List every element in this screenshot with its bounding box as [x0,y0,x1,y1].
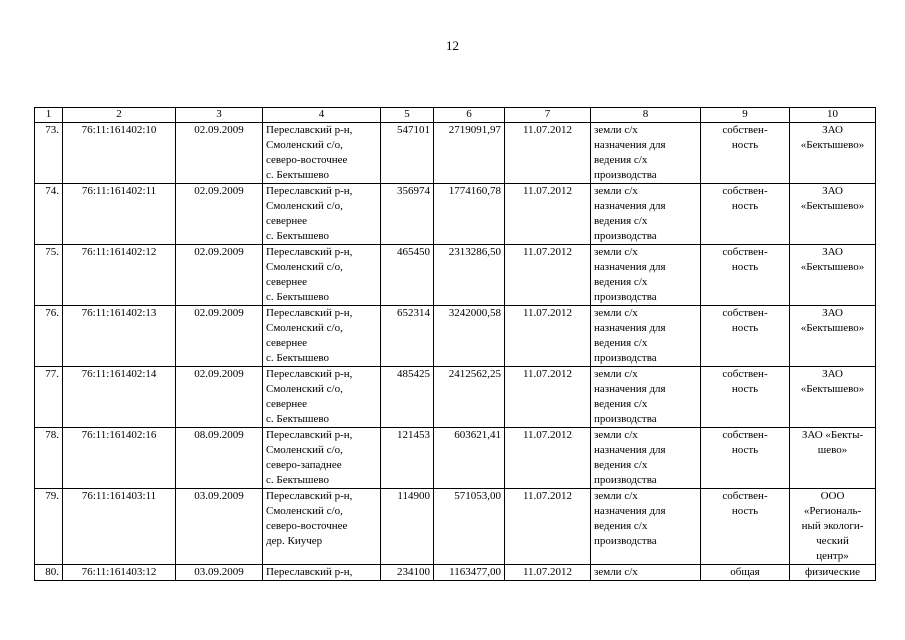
row-number-cell: 76. [35,306,63,367]
area-cell: 234100 [381,565,434,581]
location-cell: Переславский р-н, [263,565,381,581]
ownership-type-cell: собствен- ность [701,245,790,306]
header-row [35,108,876,123]
area-cell: 114900 [381,489,434,565]
registration-date-cell: 02.09.2009 [176,367,263,428]
cadastral-number-cell: 76:11:161403:11 [63,489,176,565]
cadastral-value-cell: 571053,00 [434,489,505,565]
cadastral-number-cell: 76:11:161402:12 [63,245,176,306]
area-cell: 121453 [381,428,434,489]
cadastral-value-cell: 2313286,50 [434,245,505,306]
land-category-cell: земли с/х назначения для ведения с/х производства [591,184,701,245]
area-cell: 547101 [381,123,434,184]
table-row [35,489,876,565]
table-row [35,428,876,489]
ownership-type-cell: собствен- ность [701,428,790,489]
registration-date-cell: 02.09.2009 [176,245,263,306]
registration-date-cell: 02.09.2009 [176,184,263,245]
ownership-type-cell: собствен- ность [701,306,790,367]
cadastral-number-cell: 76:11:161402:11 [63,184,176,245]
land-registry-table [34,107,876,581]
valuation-date-cell: 11.07.2012 [505,565,591,581]
area-cell: 652314 [381,306,434,367]
area-cell: 485425 [381,367,434,428]
land-category-cell: земли с/х назначения для ведения с/х производства [591,367,701,428]
cadastral-value-cell: 603621,41 [434,428,505,489]
valuation-date-cell: 11.07.2012 [505,184,591,245]
cadastral-number-cell: 76:11:161402:16 [63,428,176,489]
area-cell: 465450 [381,245,434,306]
owner-cell: ЗАО «Бектышево» [790,184,876,245]
owner-cell: физические [790,565,876,581]
cadastral-value-cell: 2719091,97 [434,123,505,184]
header-cell: 3 [176,108,263,123]
table-row [35,245,876,306]
header-cell: 7 [505,108,591,123]
registration-date-cell: 03.09.2009 [176,489,263,565]
cadastral-value-cell: 3242000,58 [434,306,505,367]
land-category-cell: земли с/х [591,565,701,581]
header-cell: 9 [701,108,790,123]
land-category-cell: земли с/х назначения для ведения с/х производства [591,428,701,489]
table-row [35,123,876,184]
header-cell: 10 [790,108,876,123]
cadastral-value-cell: 2412562,25 [434,367,505,428]
page-number: 12 [446,38,459,53]
valuation-date-cell: 11.07.2012 [505,123,591,184]
header-cell: 5 [381,108,434,123]
row-number-cell: 77. [35,367,63,428]
owner-cell: ЗАО «Бектышево» [790,306,876,367]
cadastral-value-cell: 1774160,78 [434,184,505,245]
ownership-type-cell: собствен- ность [701,489,790,565]
valuation-date-cell: 11.07.2012 [505,428,591,489]
cadastral-number-cell: 76:11:161402:10 [63,123,176,184]
header-cell: 4 [263,108,381,123]
location-cell: Переславский р-н, Смоленский с/о, севернее с. Бектышево [263,245,381,306]
table-row [35,367,876,428]
land-category-cell: земли с/х назначения для ведения с/х производства [591,489,701,565]
ownership-type-cell: собствен- ность [701,367,790,428]
location-cell: Переславский р-н, Смоленский с/о, северо-восточнее дер. Киучер [263,489,381,565]
location-cell: Переславский р-н, Смоленский с/о, северо-западнее с. Бектышево [263,428,381,489]
valuation-date-cell: 11.07.2012 [505,245,591,306]
land-category-cell: земли с/х назначения для ведения с/х производства [591,306,701,367]
owner-cell: ЗАО «Бектышево» [790,123,876,184]
row-number-cell: 79. [35,489,63,565]
row-number-cell: 73. [35,123,63,184]
location-cell: Переславский р-н, Смоленский с/о, севернее с. Бектышево [263,306,381,367]
land-category-cell: земли с/х назначения для ведения с/х производства [591,123,701,184]
row-number-cell: 75. [35,245,63,306]
row-number-cell: 74. [35,184,63,245]
registration-date-cell: 02.09.2009 [176,306,263,367]
registration-date-cell: 03.09.2009 [176,565,263,581]
row-number-cell: 78. [35,428,63,489]
owner-cell: ЗАО «Бектышево» [790,245,876,306]
location-cell: Переславский р-н, Смоленский с/о, северо-восточнее с. Бектышево [263,123,381,184]
ownership-type-cell: собствен- ность [701,184,790,245]
owner-cell: ЗАО «Бекты- шево» [790,428,876,489]
table-row [35,306,876,367]
owner-cell: ЗАО «Бектышево» [790,367,876,428]
header-cell: 2 [63,108,176,123]
cadastral-number-cell: 76:11:161402:13 [63,306,176,367]
header-cell: 8 [591,108,701,123]
valuation-date-cell: 11.07.2012 [505,489,591,565]
owner-cell: ООО «Региональ- ный экологи- ческий центр» [790,489,876,565]
valuation-date-cell: 11.07.2012 [505,306,591,367]
ownership-type-cell: собствен- ность [701,123,790,184]
table-body [35,123,876,581]
header-cell: 6 [434,108,505,123]
area-cell: 356974 [381,184,434,245]
registration-date-cell: 08.09.2009 [176,428,263,489]
land-category-cell: земли с/х назначения для ведения с/х производства [591,245,701,306]
row-number-cell: 80. [35,565,63,581]
table-row [35,184,876,245]
registration-date-cell: 02.09.2009 [176,123,263,184]
location-cell: Переславский р-н, Смоленский с/о, севернее с. Бектышево [263,184,381,245]
ownership-type-cell: общая [701,565,790,581]
header-cell: 1 [35,108,63,123]
table-row [35,565,876,581]
cadastral-number-cell: 76:11:161403:12 [63,565,176,581]
cadastral-number-cell: 76:11:161402:14 [63,367,176,428]
cadastral-value-cell: 1163477,00 [434,565,505,581]
location-cell: Переславский р-н, Смоленский с/о, севернее с. Бектышево [263,367,381,428]
valuation-date-cell: 11.07.2012 [505,367,591,428]
